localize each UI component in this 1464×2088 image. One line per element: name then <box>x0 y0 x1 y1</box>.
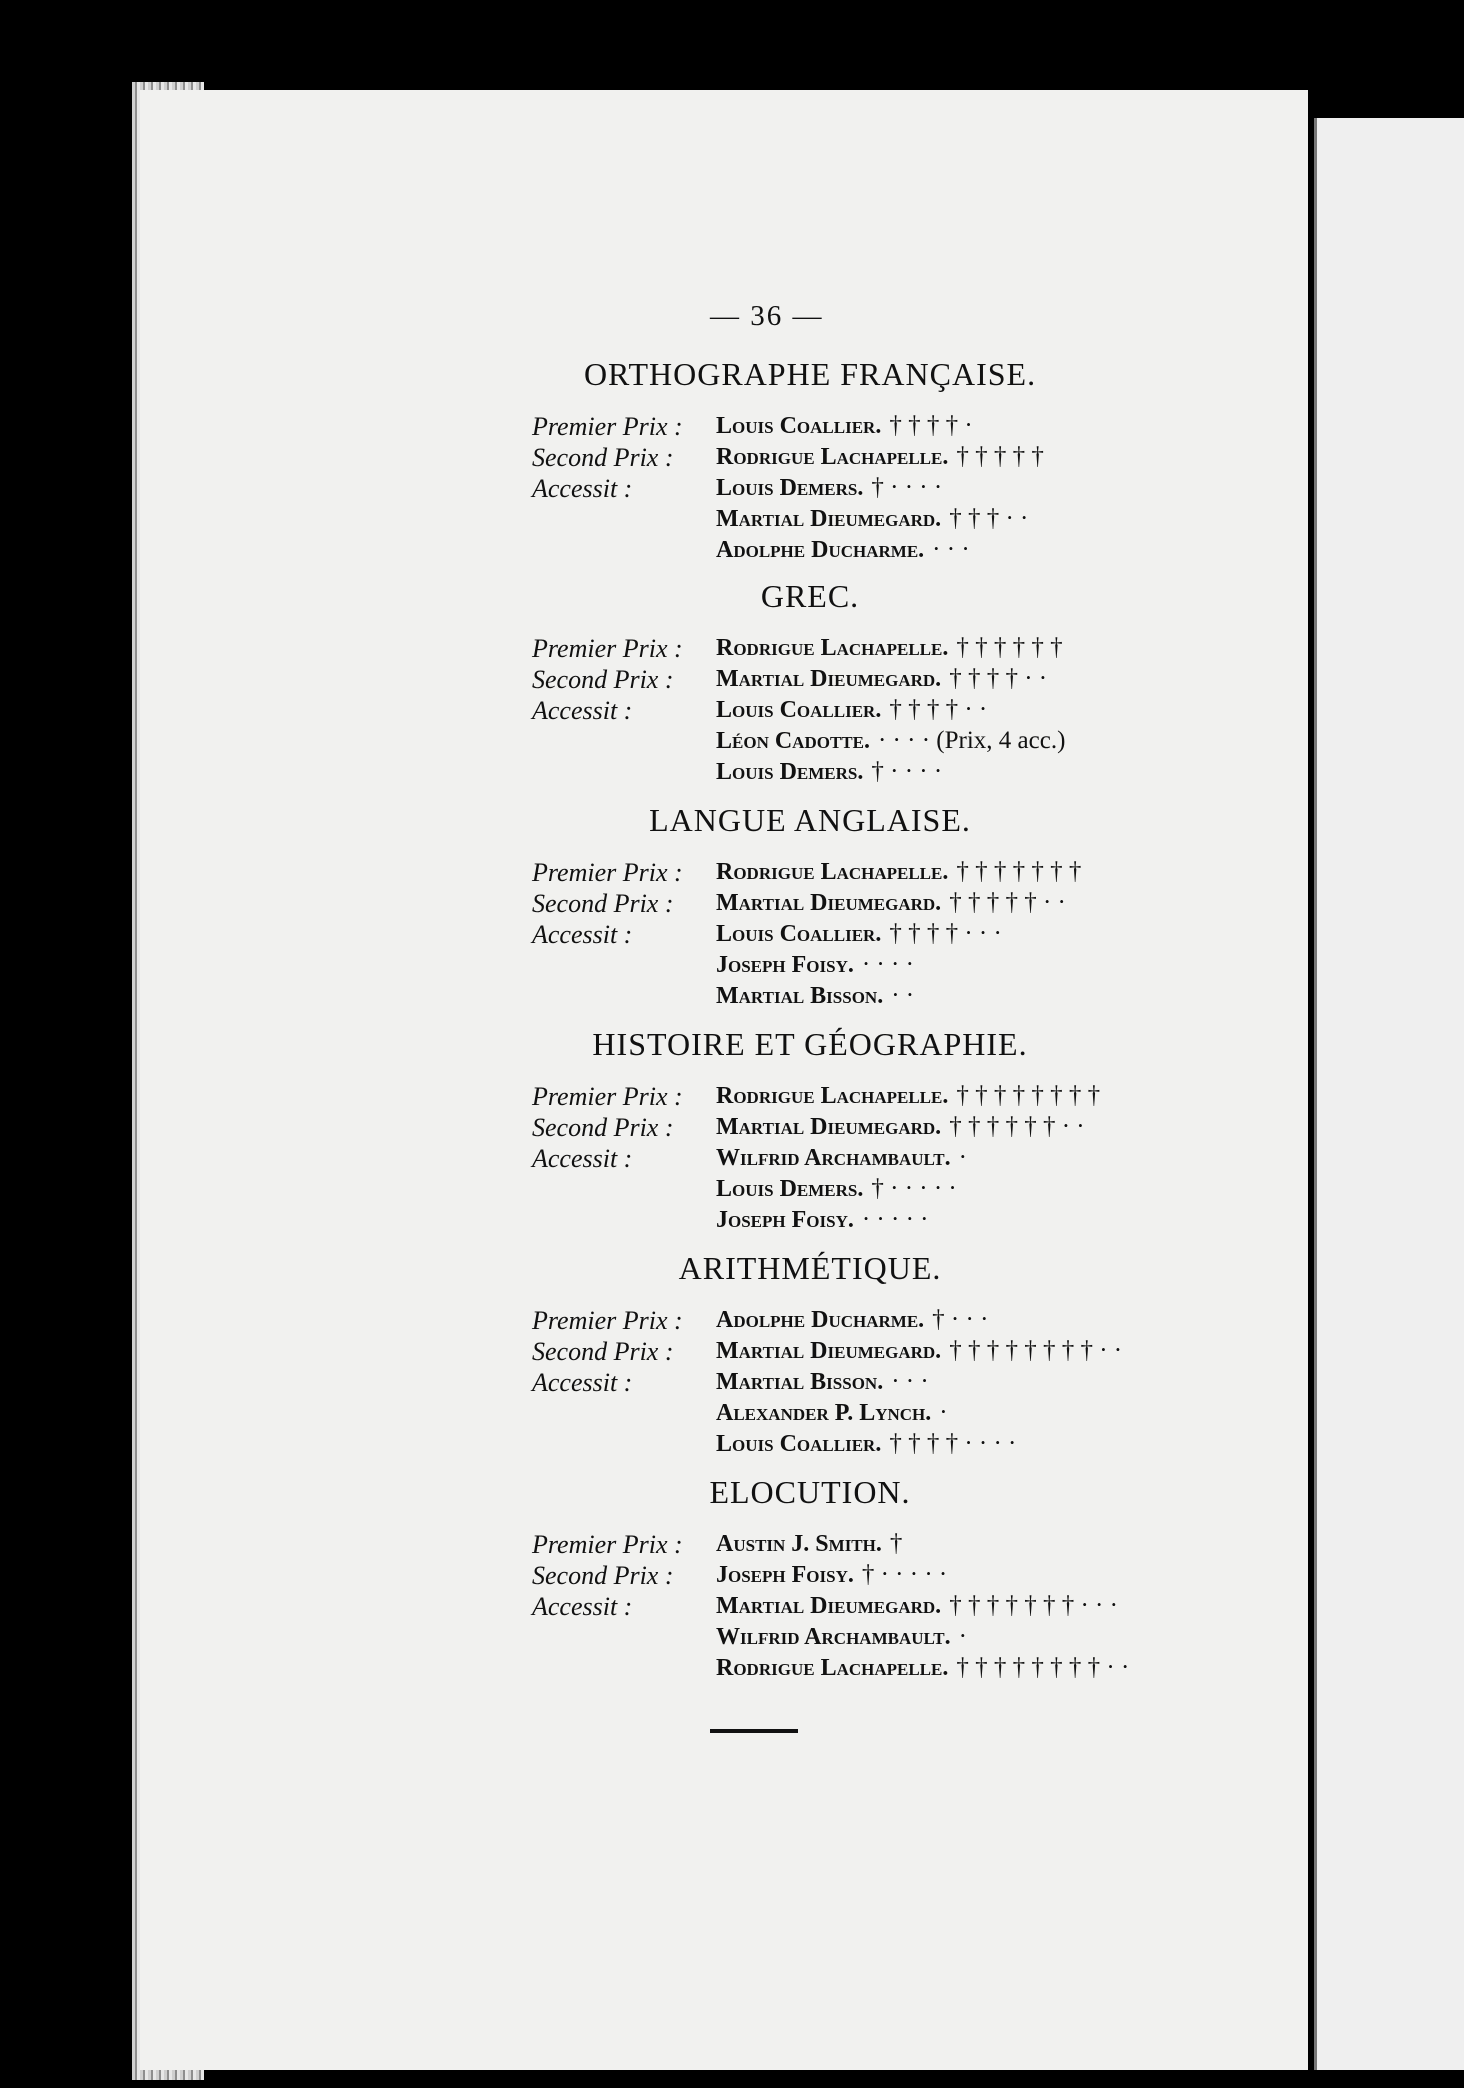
student-name <box>716 505 1028 533</box>
student-name-text: Wilfrid Archambault. <box>716 1624 951 1650</box>
merit-marks: † † † † · · <box>949 665 1048 692</box>
student-name <box>716 1368 929 1396</box>
student-name <box>716 412 973 440</box>
student-name <box>716 443 1044 471</box>
award-label: Premier Prix : <box>532 634 683 663</box>
student-name <box>716 1623 967 1651</box>
merit-marks: † † † · · <box>949 505 1029 532</box>
student-name-text: Joseph Foisy. <box>716 1207 854 1233</box>
student-name-text: Martial Dieumegard. <box>716 666 942 692</box>
merit-marks: † † † † · · · <box>889 920 1002 947</box>
student-name <box>716 536 970 564</box>
page-number: — 36 — <box>710 300 824 332</box>
merit-marks: † · · · · <box>871 474 943 501</box>
student-name-text: Adolphe Ducharme. <box>716 537 925 563</box>
merit-marks: · · <box>891 982 915 1009</box>
award-label: Second Prix : <box>532 889 674 918</box>
merit-marks: · <box>939 1399 948 1426</box>
section-title: HISTOIRE ET GÉOGRAPHIE. <box>592 1026 1028 1062</box>
section-title: ARITHMÉTIQUE. <box>678 1250 942 1286</box>
award-label: Premier Prix : <box>532 412 683 441</box>
merit-marks: † † † † · · · · <box>889 1430 1017 1457</box>
merit-marks: † † † † † † † † <box>956 1082 1101 1109</box>
merit-marks: † † † † † † <box>956 634 1063 661</box>
award-label: Accessit : <box>532 1144 633 1173</box>
adjacent-page-edge <box>1314 118 1464 2070</box>
award-label: Accessit : <box>532 696 633 725</box>
student-name <box>716 1654 1129 1682</box>
student-name-text: Martial Dieumegard. <box>716 1593 942 1619</box>
student-name-text: Rodrigue Lachapelle. <box>716 444 949 470</box>
student-name <box>716 696 987 724</box>
award-label: Accessit : <box>532 920 633 949</box>
student-name-text: Wilfrid Archambault. <box>716 1145 951 1171</box>
merit-marks: † · · · · <box>871 758 943 785</box>
student-name <box>716 1430 1016 1458</box>
merit-marks: † † † † † · · <box>949 889 1066 916</box>
student-name <box>716 1082 1100 1110</box>
award-label: Accessit : <box>532 474 633 503</box>
student-name-text: Louis Coallier. <box>716 1431 882 1457</box>
student-name <box>716 634 1063 662</box>
merit-marks: † † † † · · <box>889 696 988 723</box>
student-name-text: Louis Demers. <box>716 1176 864 1202</box>
award-label: Second Prix : <box>532 1113 674 1142</box>
merit-marks: † · · · · · <box>861 1561 948 1588</box>
end-rule <box>710 1729 798 1733</box>
merit-marks: † <box>889 1530 903 1557</box>
merit-marks: † † † † † <box>956 443 1044 470</box>
student-name-text: Louis Coallier. <box>716 921 882 947</box>
student-name-text: Louis Coallier. <box>716 413 882 439</box>
student-name <box>716 474 942 502</box>
student-name <box>716 1530 902 1558</box>
student-name-text: Joseph Foisy. <box>716 1562 854 1588</box>
student-name-text: Rodrigue Lachapelle. <box>716 1083 949 1109</box>
student-name-text: Rodrigue Lachapelle. <box>716 635 949 661</box>
merit-marks: † † † † † † † † · · <box>949 1337 1123 1364</box>
section-title: ELOCUTION. <box>709 1474 911 1510</box>
award-label: Accessit : <box>532 1592 633 1621</box>
student-name-text: Martial Bisson. <box>716 1369 884 1395</box>
student-name <box>716 889 1066 917</box>
award-label: Second Prix : <box>532 443 674 472</box>
award-label: Premier Prix : <box>532 1082 683 1111</box>
student-name-text: Léon Cadotte. <box>716 728 870 754</box>
section-title: GREC. <box>760 578 860 614</box>
merit-marks: † † † † † † † † · · <box>956 1654 1130 1681</box>
student-name-text: Rodrigue Lachapelle. <box>716 859 949 885</box>
student-name <box>716 982 914 1010</box>
student-name-text: Martial Dieumegard. <box>716 1338 942 1364</box>
student-name-text: Joseph Foisy. <box>716 952 854 978</box>
merit-marks: · · · · <box>861 951 914 978</box>
award-label: Second Prix : <box>532 1337 674 1366</box>
student-name-text: Rodrigue Lachapelle. <box>716 1655 949 1681</box>
merit-marks: · <box>958 1623 967 1650</box>
merit-marks: · · · · · <box>861 1206 929 1233</box>
award-label: Second Prix : <box>532 665 674 694</box>
merit-marks: † † † † † † · · <box>949 1113 1085 1140</box>
merit-marks: † † † † † † † · · · <box>949 1592 1118 1619</box>
student-name <box>716 1337 1122 1365</box>
merit-marks: · · · · (Prix, 4 acc.) <box>877 727 1066 754</box>
student-name <box>716 1561 947 1589</box>
student-name <box>716 951 914 979</box>
student-name-text: Adolphe Ducharme. <box>716 1307 925 1333</box>
student-name <box>716 1306 988 1334</box>
student-name <box>716 1175 957 1203</box>
merit-marks: † · · · · · <box>871 1175 957 1202</box>
student-name <box>716 727 1065 755</box>
section-title: ORTHOGRAPHE FRANÇAISE. <box>583 356 1037 392</box>
section-title: LANGUE ANGLAISE. <box>649 802 971 838</box>
student-name <box>716 1399 948 1427</box>
award-label: Accessit : <box>532 1368 633 1397</box>
student-name-text: Alexander P. Lynch. <box>716 1400 932 1426</box>
merit-marks: † † † † † † † <box>956 858 1082 885</box>
merit-marks: † † † † · <box>889 412 973 439</box>
student-name-text: Louis Demers. <box>716 475 864 501</box>
award-label: Premier Prix : <box>532 1530 683 1559</box>
student-name <box>716 1206 929 1234</box>
student-name-text: Louis Demers. <box>716 759 864 785</box>
student-name-text: Martial Dieumegard. <box>716 890 942 916</box>
award-label: Premier Prix : <box>532 1306 683 1335</box>
student-name-text: Martial Dieumegard. <box>716 1114 942 1140</box>
student-name-text: Louis Coallier. <box>716 697 882 723</box>
merit-marks: † · · · <box>932 1306 989 1333</box>
merit-marks: · <box>958 1144 967 1171</box>
student-name-text: Martial Dieumegard. <box>716 506 942 532</box>
student-name <box>716 858 1081 886</box>
student-name <box>716 1113 1085 1141</box>
student-name-text: Martial Bisson. <box>716 983 884 1009</box>
student-name <box>716 665 1047 693</box>
award-label: Second Prix : <box>532 1561 674 1590</box>
award-label: Premier Prix : <box>532 858 683 887</box>
student-name <box>716 920 1002 948</box>
merit-marks: · · · <box>891 1368 929 1395</box>
merit-marks: · · · <box>932 536 970 563</box>
student-name <box>716 1592 1118 1620</box>
student-name-text: Austin J. Smith. <box>716 1531 882 1557</box>
student-name <box>716 1144 967 1172</box>
student-name <box>716 758 942 786</box>
